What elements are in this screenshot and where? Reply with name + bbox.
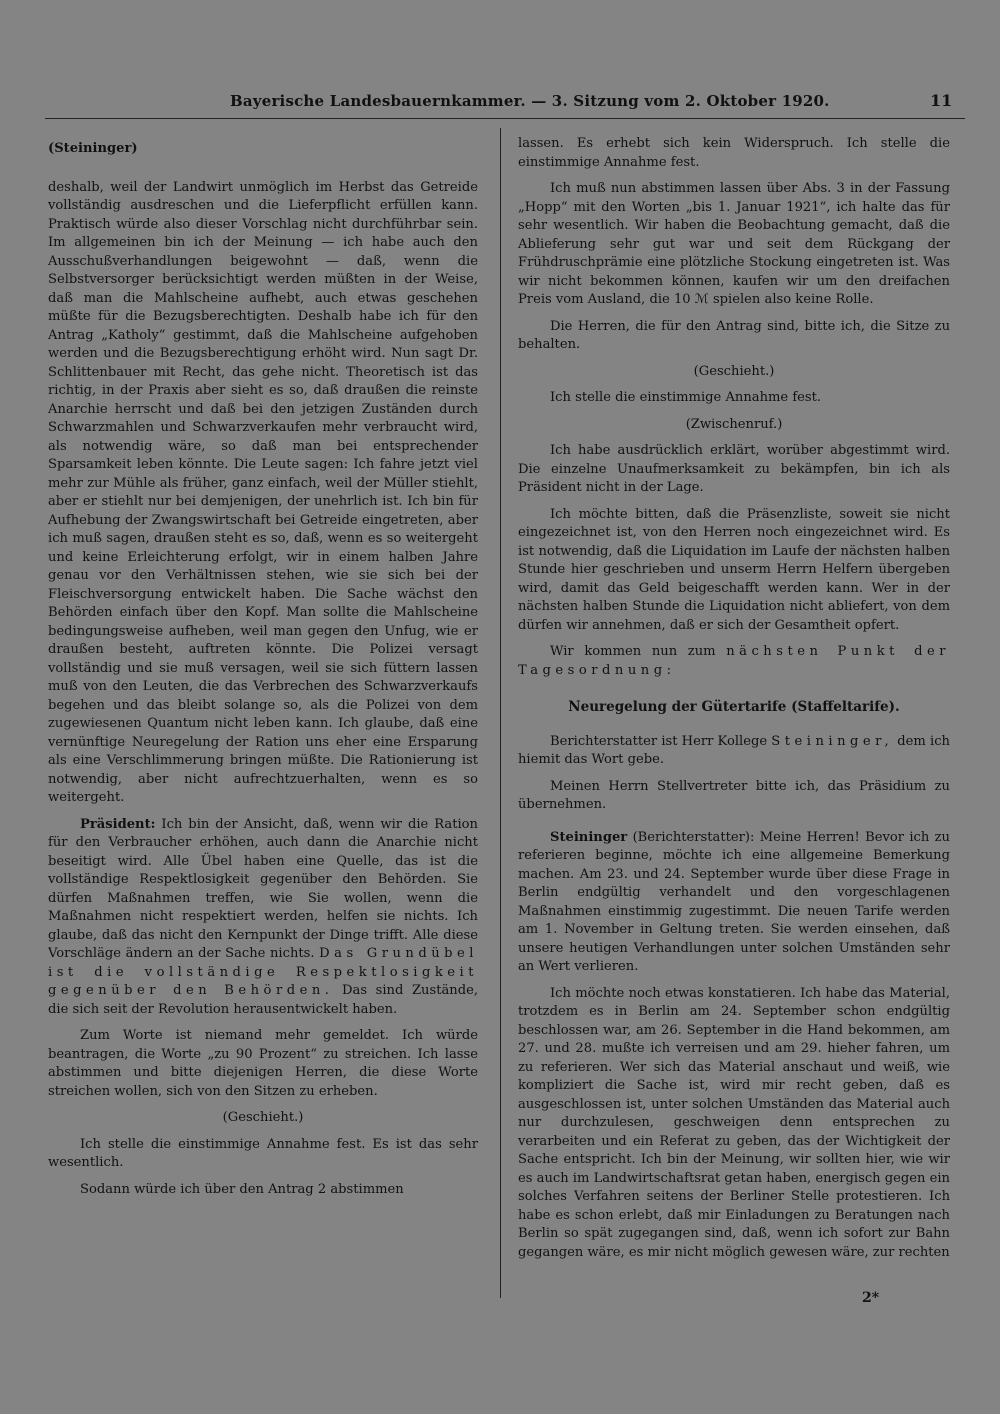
rapporteur-name: Steininger, bbox=[771, 733, 894, 749]
paragraph: Sodann würde ich über den Antrag 2 abstimmen bbox=[80, 1181, 404, 1197]
stage-direction: (Zwischenruf.) bbox=[685, 416, 783, 432]
paragraph: Ich stelle die einstimmige Annahme fest. Es ist das sehr wesentlich. bbox=[48, 1136, 478, 1170]
paragraph-text: Berichterstatter ist Herr Kollege bbox=[550, 733, 768, 749]
section-title: Neuregelung der Gütertarife (Staffeltarife). bbox=[568, 699, 900, 715]
signature-mark: 2* bbox=[862, 1290, 880, 1306]
stage-direction: (Geschieht.) bbox=[222, 1110, 304, 1125]
paragraph: deshalb, weil der Landwirt unmöglich im Herbst das Getreide vollständig ausdreschen und die Lieferpflicht erfüllen kann. Praktisch würde also dieser Vorschlag nicht durchführbar sein. Im allgemeinen bin ich der Meinung — ich habe auch den Ausschußverhandlungen beigewohnt — daß, wenn die Selbstversorger berücksichtigt werden müßten in der Weise, daß man die Mahlscheine aufhebt, auch etwas geschehen müßte für die Bezugsberechtigten. Deshalb habe ich für den Antrag „Katholy“ gestimmt, daß die Mahlscheine aufgehoben werden und die Bezugsberechtigung erhöht wird. Nun sagt Dr. Schlittenbauer mit Recht, das gehe nicht. Theoretisch ist das richtig, in der Praxis aber sieht es so, daß draußen die reinste Anarchie herrscht und daß bei den jetzigen Zuständen durch Schwarzmahlen und Schwarzverkaufen mehr verbraucht wird, als notwendig wäre, so daß man bei entsprechender Sparsamkeit leben könnte. Die Leute sagen: Ich fahre jetzt viel mehr zur Mühle als früher, ganz einfach, weil der Müller stiehlt, aber er stiehlt nur bei demjenigen, der unehrlich ist. Ich bin für Aufhebung der Zwangswirtschaft bei Getreide eingetreten, aber ich muß sagen, draußen steht es so, daß, wenn es so weitergeht und keine Erleichterung erfolgt, wir in einem halben Jahre genau vor den Verhältnissen stehen, wie sie sich bei der Fleischversorgung entwickelt haben. Die Sache wächst den Behörden einfach über den Kopf. Man sollte die Mahlscheine bedingungsweise aufheben, weil man gegen den Unfug, wie er draußen besteht, auftreten könnte. Die Polizei versagt vollständig und sie muß versagen, weil sie sich füttern lassen muß von den Leuten, die das Verbrechen des Schwarzverkaufs begehen und das bleibt solange so, als die Polizei von dem zugewiesenen Quantum nicht leben kann. Ich glaube, daß eine vernünftige Neuregelung der Ration uns eher eine Ersparung als eine Verschlimmerung bringen müßte. Die Rationierung ist notwendig, aber nicht aufrechtzuerhalten, wenn es so weitergeht. bbox=[48, 179, 478, 805]
stage-direction: (Geschieht.) bbox=[693, 363, 775, 379]
paragraph: Die Herren, die für den Antrag sind, bitte ich, die Sitze zu behalten. bbox=[518, 318, 950, 352]
speaker-tag: (Steininger) bbox=[48, 141, 138, 156]
running-head: Bayerische Landesbauernkammer. — 3. Sitzung vom 2. Oktober 1920. bbox=[230, 92, 830, 110]
paragraph-text: Das sind Zustände, die sich seit der Revolution herausentwickelt haben. bbox=[48, 983, 478, 1017]
emphasized-text: nächsten Punkt der Tagesordnung: bbox=[518, 644, 950, 678]
paragraph: Ich möchte bitten, daß die Präsenzliste, soweit sie nicht eingezeichnet ist, von den Herren noch eingezeichnet wird. Es ist notwendig, daß die Liquidation im Laufe der nächsten halben Stunde hier geschrieben und unserm Herrn Helfern übergeben wird, damit das Geld beigeschafft werden kann. Wer in der nächsten halben Stunde die Liquidation nicht abliefert, von dem dürfen wir annehmen, daß er sich der Gesamtheit opfert. bbox=[518, 506, 950, 633]
paragraph: Ich möchte noch etwas konstatieren. Ich habe das Material, trotzdem es in Berlin am 24. September schon endgültig beschlossen war, am 26. September in die Hand bekommen, am 27. und 28. mußte ich verreisen und am 29. hieher fahren, um zu referieren. Wer sich das Material anschaut und weiß, wie kompliziert die Sache ist, wird mir recht geben, daß es ausgeschlossen ist, unter solchen Umständen das Material auch nur durchzulesen, geschweigen denn entsprechen zu verarbeiten und ein Referat zu geben, das der Wichtigkeit der Sache entspricht. Ich bin der Meinung, wir sollten hier, wie wir es auch im Landwirtschaftsrat getan haben, energisch gegen ein solches Verfahren seitens der Berliner Stelle protestieren. Ich habe es schon erlebt, daß mir Einladungen zu Beratungen nach Berlin so spät zugegangen sind, daß, wenn ich sofort zur Bahn gegangen wäre, es mir nicht möglich gewesen wäre, zur rechten bbox=[518, 985, 950, 1260]
paragraph-text: Ich bin der Ansicht, daß, wenn wir die Ration für den Verbraucher erhöhen, auch dann die Anarchie nicht beseitigt wird. Alle Übel haben eine Quelle, das ist die vollständige Respektlosigkeit gegenüber den Behörden. Sie dürfen Maßnahmen treffen, wie Sie wollen, wenn die Maßnahmen nicht respektiert werden, helfen sie nichts. Ich glaube, daß das nicht den Kernpunkt der Dinge trifft. Alle diese Vorschläge ändern an der Sache nichts. bbox=[48, 816, 478, 961]
column-divider bbox=[500, 128, 501, 1298]
speaker-paragraph bbox=[518, 829, 950, 977]
paragraph-text: (Berichterstatter): Meine Herren! Bevor ich zu referieren beginne, möchte ich eine allgemeine Bemerkung machen. Am 23. und 24. September wurde über diese Frage in Berlin endgültig verhandelt und den vorgeschlagenen Maßnahmen einstimmig zugestimmt. Die neuen Tarife werden am 1. November in Geltung treten. Sie werden einsehen, daß unsere heutigen Verhandlungen unter solchen Umständen sehr an Wert verlieren. bbox=[518, 829, 950, 974]
speaker-label: Steininger bbox=[550, 829, 628, 845]
paragraph: Ich habe ausdrücklich erklärt, worüber abgestimmt wird. Die einzelne Unaufmerksamkeit zu bekämpfen, bin ich als Präsident nicht in der Lage. bbox=[518, 443, 950, 495]
speaker-label: Präsident: bbox=[80, 816, 156, 832]
paragraph: Ich muß nun abstimmen lassen über Abs. 3 in der Fassung „Hopp“ mit den Worten „bis 1. Januar 1921“, ich halte das für sehr wesentlich. Wir haben die Beobachtung gemacht, daß die Ablieferung sehr gut war und seit dem Rückgang der Frühdruschprämie eine plötzliche Stockung eingetreten ist. Was wir nicht bekommen können, kaufen wir um den dreifachen Preis vom Ausland, die 10 ℳ spielen also keine Rolle. bbox=[518, 181, 950, 307]
left-column bbox=[48, 140, 478, 1207]
paragraph-text: dem ich hiemit das Wort gebe. bbox=[518, 733, 950, 767]
paragraph-text: Wir kommen nun zum bbox=[550, 644, 716, 659]
rapporteur-paragraph bbox=[518, 733, 950, 770]
paragraph: lassen. Es erhebt sich kein Widerspruch. Ich stelle die einstimmige Annahme fest. bbox=[518, 136, 950, 170]
president-paragraph bbox=[48, 816, 478, 1020]
paragraph: Ich stelle die einstimmige Annahme fest. bbox=[550, 390, 822, 405]
right-column bbox=[518, 135, 950, 1270]
agenda-paragraph bbox=[518, 643, 950, 680]
paragraph: Meinen Herrn Stellvertreter bitte ich, das Präsidium zu übernehmen. bbox=[518, 778, 950, 812]
page-number: 11 bbox=[930, 91, 953, 110]
paragraph: Zum Worte ist niemand mehr gemeldet. Ich würde beantragen, die Worte „zu 90 Prozent“ zu streichen. Ich lasse abstimmen und bitte diejenigen Herren, die diese Worte streichen wollen, sich von den Sitzen zu erheben. bbox=[48, 1028, 478, 1099]
emphasized-text: Das Grundübel ist die vollständige Respektlosigkeit gegenüber den Behörden. bbox=[48, 946, 478, 998]
header-rule bbox=[45, 118, 965, 119]
